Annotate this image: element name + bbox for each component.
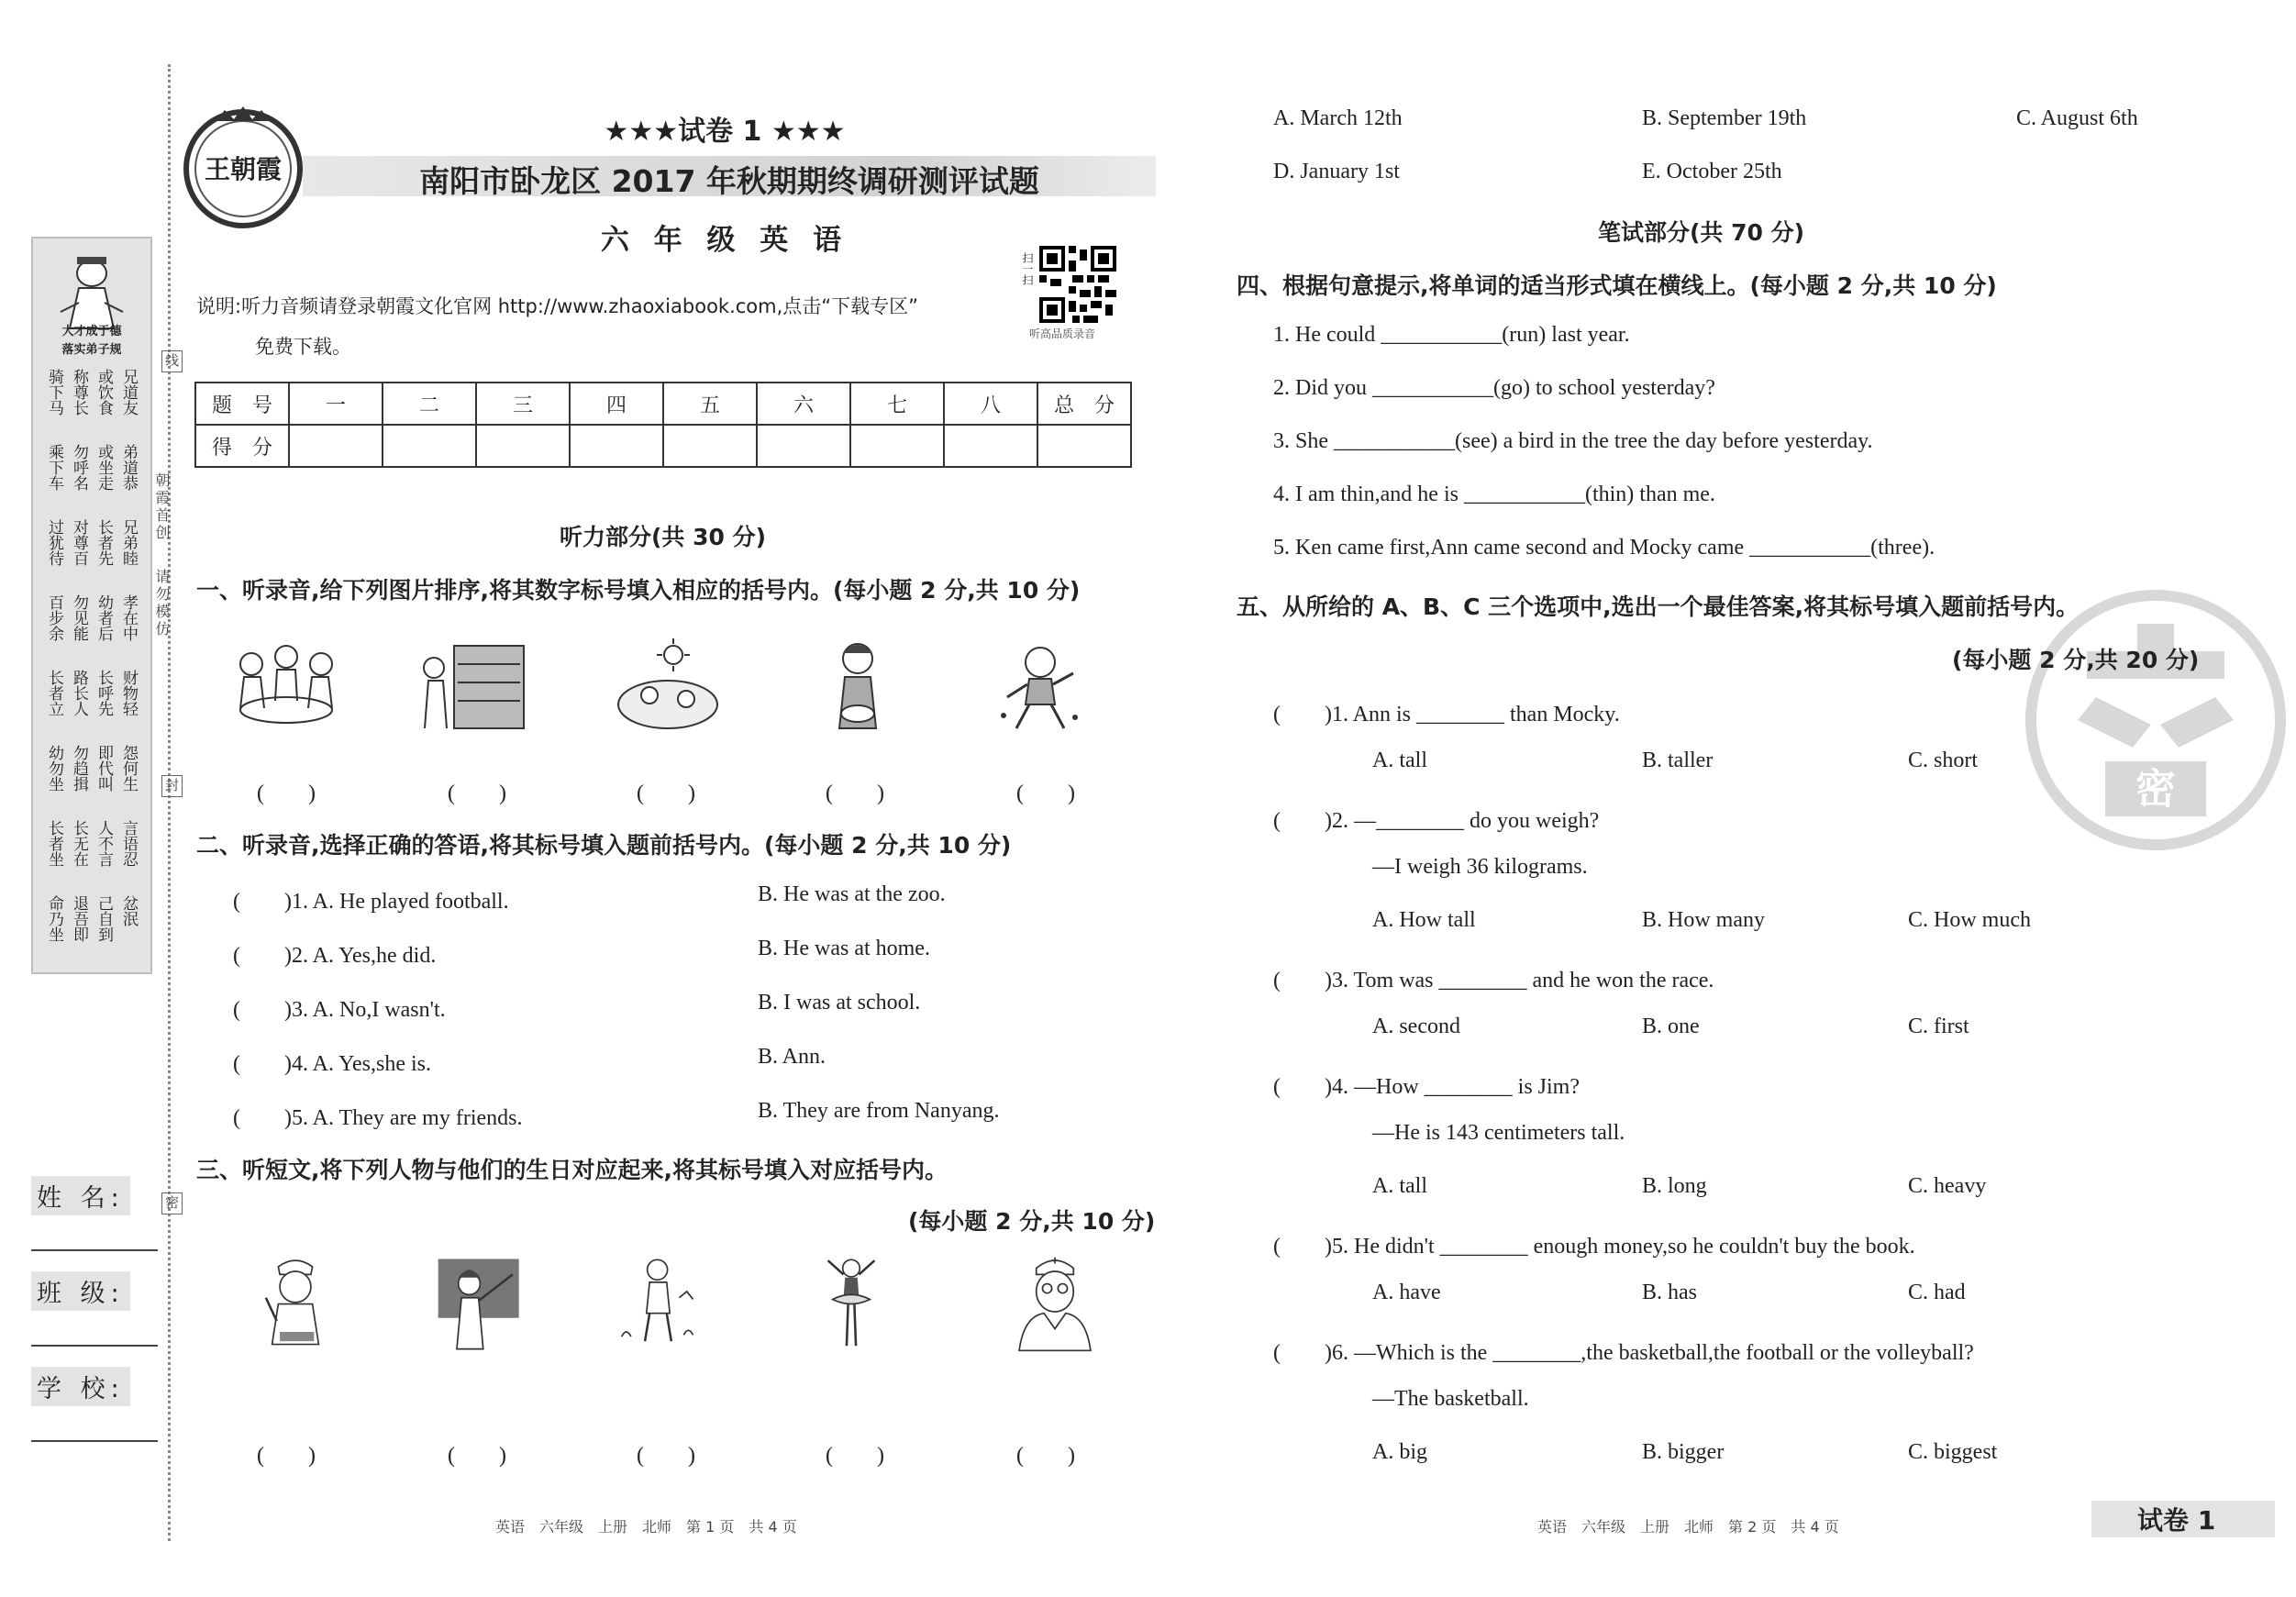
answer-blank[interactable]: ( ) [637,1444,695,1468]
answer-blank[interactable]: ( ) [637,782,695,805]
motto-panel [31,237,152,974]
birthday-option: D. January 1st [1273,160,1400,183]
score-input-cell[interactable] [289,425,383,467]
score-input-cell[interactable] [570,425,663,467]
mc-option-b: B. has [1642,1281,1697,1304]
score-cell: 一 [289,383,383,425]
vertical-note-original: 朝霞首创 [153,472,171,542]
question-choice-b: B. He was at home. [758,937,930,960]
motto-column: 人不言 [94,820,113,867]
motto-column: 对尊百 [70,519,88,566]
mc-question: ( )6. —Which is the ________,the basketball,the football or the volleyball? [1273,1341,1974,1365]
score-table [194,382,1132,468]
motto-column: 财物轻 [119,670,138,716]
scholar-mascot-icon [51,248,132,330]
section-1-title: 一、听录音,给下列图片排序,将其数字标号填入相应的括号内。(每小题 2 分,共 10 分) [196,577,1081,604]
fill-blank-question: 5. Ken came first,Ann came second and Mocky came ___________(three). [1273,536,1936,560]
question-choice-a: ( )4. A. Yes,she is. [233,1052,432,1076]
mc-option-b: B. one [1642,1015,1700,1038]
exam-title: 南阳市卧龙区 2017 年秋期期终调研测评试题 [419,163,1039,199]
school-field[interactable] [31,1440,158,1442]
teacher-picture [422,1251,532,1352]
mc-question: ( )4. —How ________ is Jim? [1273,1075,1580,1099]
score-input-cell[interactable] [1037,425,1131,467]
mc-option-b: B. bigger [1642,1440,1725,1464]
mc-option-b: B. taller [1642,749,1714,772]
cut-mark-seal: 封 [161,775,183,797]
page-footer-right: 英语 六年级 上册 北师 第 2 页 共 4 页 [1537,1518,1839,1536]
motto-column: 路长人 [70,670,88,716]
score-input-cell[interactable] [944,425,1037,467]
mc-option-a: A. tall [1372,1174,1427,1198]
answer-blank[interactable]: ( ) [257,1444,316,1468]
section-4-title: 四、根据句意提示,将单词的适当形式填在横线上。(每小题 2 分,共 10 分) [1237,272,1997,299]
motto-text-columns [39,369,145,965]
fill-blank-question: 3. She ___________(see) a bird in the tree the day before yesterday. [1273,429,1873,453]
mc-reply: —He is 143 centimeters tall. [1372,1121,1625,1145]
motto-column: 忿泯 [119,895,138,926]
mc-option-c: C. heavy [1908,1174,1987,1198]
answer-blank[interactable]: ( ) [826,782,884,805]
score-input-cell[interactable] [476,425,570,467]
ballet-dancer-picture [796,1251,906,1352]
motto-column: 怨何生 [119,745,138,792]
mc-option-c: C. had [1908,1281,1966,1304]
page-footer-left: 英语 六年级 上册 北师 第 1 页 共 4 页 [495,1518,797,1536]
section-3-title: 三、听短文,将下列人物与他们的生日对应起来,将其标号填入对应括号内。 [196,1157,948,1183]
question-choice-b: B. I was at school. [758,991,921,1015]
score-cell: 六 [757,383,850,425]
birthday-option: E. October 25th [1642,160,1782,183]
boy-running-picture [983,637,1093,738]
score-cell: 二 [383,383,476,425]
mc-option-c: C. How much [1908,908,2031,932]
score-input-cell[interactable] [383,425,476,467]
answer-blank[interactable]: ( ) [826,1444,884,1468]
qr-scan-label: 扫一扫 [1021,252,1034,285]
motto-column: 命乃坐 [45,895,63,942]
cut-mark-line: 线 [161,350,183,372]
girl-with-bucket-picture [803,637,913,738]
motto-column: 幼勿坐 [45,745,63,792]
mc-question: ( )3. Tom was ________ and he won the race. [1273,969,1714,993]
name-label: 姓 名: [31,1176,130,1215]
mc-option-a: A. tall [1372,749,1427,772]
mc-question: ( )5. He didn't ________ enough money,so he couldn't buy the book. [1273,1235,1915,1259]
motto-column: 长无在 [70,820,88,867]
score-input-cell[interactable] [663,425,757,467]
mc-option-c: C. first [1908,1015,1969,1038]
answer-blank[interactable]: ( ) [257,782,316,805]
boy-gardening-picture [605,1251,715,1352]
score-input-cell[interactable] [757,425,850,467]
section-5-title: 五、从所给的 A、B、C 三个选项中,选出一个最佳答案,将其标号填入题前括号内。 [1237,593,2080,620]
answer-blank[interactable]: ( ) [1016,1444,1075,1468]
motto-column: 弟道恭 [119,444,138,491]
score-cell: 八 [944,383,1037,425]
motto-column: 乘下车 [45,444,63,491]
answer-blank[interactable]: ( ) [448,1444,506,1468]
mc-option-a: A. How tall [1372,908,1476,932]
question-choice-b: B. He was at the zoo. [758,882,946,906]
score-cell: 总 分 [1037,383,1131,425]
question-choice-b: B. They are from Nanyang. [758,1099,1000,1123]
score-cell: 五 [663,383,757,425]
score-cell: 三 [476,383,570,425]
doctor-picture [1000,1251,1110,1352]
motto-heading [37,323,147,360]
exam-subtitle: 六 年 级 英 语 [600,224,849,257]
audio-note-cont: 免费下载。 [255,336,351,358]
score-cell: 得 分 [195,425,289,467]
motto-column: 幼者后 [94,594,113,641]
answer-blank[interactable]: ( ) [1016,782,1075,805]
logo-text: 王朝霞 [204,154,283,184]
section-3-score: (每小题 2 分,共 10 分) [908,1208,1156,1235]
mc-question: ( )2. —________ do you weigh? [1273,809,1600,833]
mc-reply: —I weigh 36 kilograms. [1372,855,1588,879]
motto-column: 百步余 [45,594,63,641]
section-2-title: 二、听录音,选择正确的答语,将其标号填入题前括号内。(每小题 2 分,共 10 分) [196,832,1012,859]
motto-column: 兄道友 [119,369,138,416]
vertical-note-no-copy: 请勿模仿 [153,569,171,638]
motto-column: 长者坐 [45,820,63,867]
audio-note: 说明:听力音频请登录朝霞文化官网 http://www.zhaoxiabook.com,点击“下载专区” [196,295,919,317]
class-label: 班 级: [31,1271,130,1311]
motto-heading-line: 大才成于德 [61,325,122,338]
motto-column: 或坐走 [94,444,113,491]
score-cell: 四 [570,383,663,425]
motto-column: 退吾即 [70,895,88,942]
motto-heading-line: 落实弟子规 [61,343,122,357]
shopping-market-picture [417,637,527,738]
motto-column: 勿趋揖 [70,745,88,792]
question-choice-a: ( )2. A. Yes,he did. [233,944,437,968]
fill-blank-question: 1. He could ___________(run) last year. [1273,323,1630,347]
qr-caption: 听高品质录音 [1029,327,1096,340]
motto-column: 长者先 [94,519,113,566]
motto-column: 过犹待 [45,519,63,566]
motto-column: 长呼先 [94,670,113,716]
fill-blank-question: 2. Did you ___________(go) to school yesterday? [1273,376,1715,400]
motto-column: 己自到 [94,895,113,942]
score-table-header-row [195,383,1131,425]
score-cell: 题 号 [195,383,289,425]
motto-column: 称尊长 [70,369,88,416]
mc-option-a: A. have [1372,1281,1441,1304]
writing-title: 笔试部分(共 70 分) [1598,219,1805,246]
camping-kids-picture [613,637,723,738]
section-5-score: (每小题 2 分,共 20 分) [1952,647,2200,673]
fill-blank-question: 4. I am thin,and he is ___________(thin) than me. [1273,482,1715,506]
mc-option-a: A. second [1372,1015,1460,1038]
score-table-score-row [195,425,1131,467]
birthday-option: A. March 12th [1273,106,1403,130]
motto-column: 勿呼名 [70,444,88,491]
secret-seal-stamp [2023,587,2289,853]
motto-column: 勿见能 [70,594,88,641]
listening-title: 听力部分(共 30 分) [560,524,767,550]
mc-question: ( )1. Ann is ________ than Mocky. [1273,703,1620,726]
binding-cut-line [168,64,171,1541]
birthday-option: C. August 6th [2016,106,2138,130]
mc-reply: —The basketball. [1372,1387,1529,1411]
stamp-character: 密 [2135,766,2176,813]
score-input-cell[interactable] [850,425,944,467]
question-choice-a: ( )1. A. He played football. [233,890,509,914]
motto-column: 长者立 [45,670,63,716]
school-label: 学 校: [31,1367,130,1406]
mc-option-b: B. long [1642,1174,1707,1198]
birthday-option: B. September 19th [1642,106,1807,130]
question-choice-a: ( )5. A. They are my friends. [233,1106,523,1130]
question-choice-b: B. Ann. [758,1045,826,1069]
class-field[interactable] [31,1345,158,1347]
cut-mark-secret: 密 [161,1192,183,1214]
mc-option-c: C. biggest [1908,1440,1998,1464]
family-dinner-picture [231,637,341,738]
motto-column: 言语忍 [119,820,138,867]
mc-option-c: C. short [1908,749,1979,772]
name-field[interactable] [31,1249,158,1251]
motto-column: 孝在中 [119,594,138,641]
mc-option-b: B. How many [1642,908,1765,932]
motto-column: 骑下马 [45,369,63,416]
question-choice-a: ( )3. A. No,I wasn't. [233,998,446,1022]
qr-code-icon[interactable] [1039,246,1116,323]
zhaoxia-logo-icon [179,103,307,231]
paper-series: ★★★试卷 1 ★★★ [604,116,846,148]
nurse-picture [240,1251,350,1352]
mc-option-a: A. big [1372,1440,1427,1464]
paper-tag: 试卷 1 [2137,1505,2216,1536]
score-cell: 七 [850,383,944,425]
motto-column: 或饮食 [94,369,113,416]
motto-column: 即代叫 [94,745,113,792]
answer-blank[interactable]: ( ) [448,782,506,805]
motto-column: 兄弟睦 [119,519,138,566]
